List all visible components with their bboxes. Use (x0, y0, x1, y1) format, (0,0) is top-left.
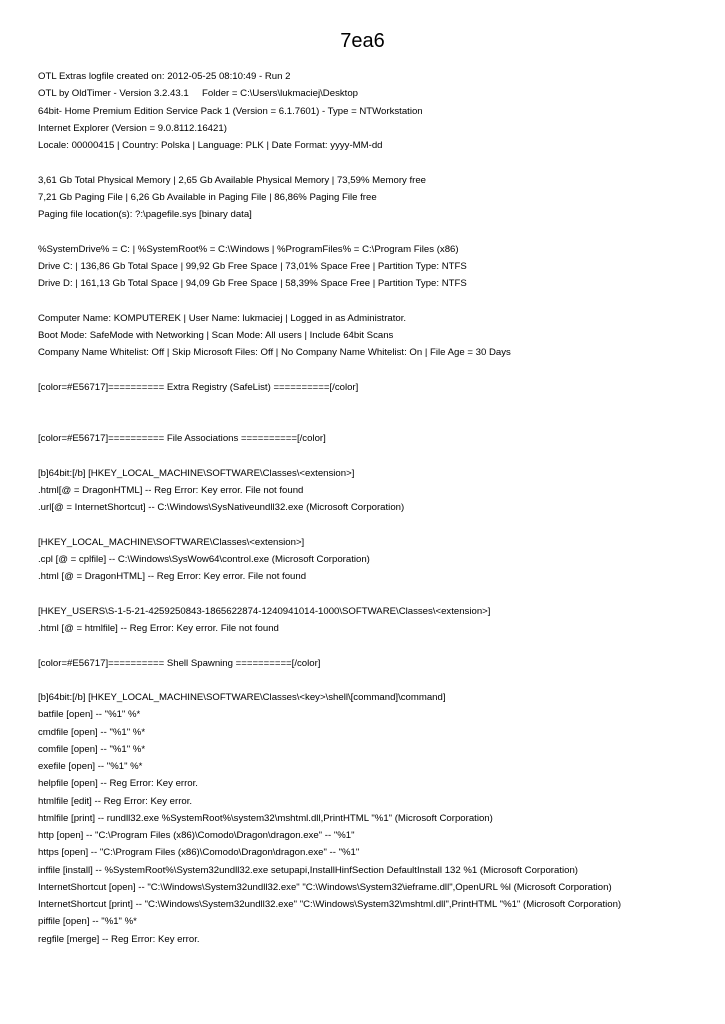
log-line: batfile [open] -- "%1" %* (38, 709, 141, 721)
blank-line (38, 517, 718, 534)
log-line: https [open] -- "C:\Program Files (x86)\Comodo\Dragon\dragon.exe" -- "%1" (38, 847, 360, 859)
log-line: InternetShortcut [open] -- "C:\Windows\System32undll32.exe" "C:\Windows\System32\ieframe.dll",OpenURL %l (Microsoft Corporation) (38, 881, 612, 893)
log-line: Drive D: | 161,13 Gb Total Space | 94,09 Gb Free Space | 58,39% Space Free | Partition Type: NTFS (38, 278, 467, 289)
log-line: InternetShortcut [print] -- "C:\Windows\System32undll32.exe" "C:\Windows\System32\mshtml.dll",PrintHTML "%1" (Microsoft Corporation) (38, 899, 622, 910)
blank-line (38, 448, 718, 465)
blank-line (38, 637, 718, 654)
log-line: .html [@ = DragonHTML] -- Reg Error: Key error. File not found (38, 571, 307, 583)
log-line: piffile [open] -- "%1" %* (38, 916, 137, 928)
log-line: .cpl [@ = cplfile] -- C:\Windows\SysWow64\control.exe (Microsoft Corporation) (38, 554, 370, 565)
blank-line (38, 586, 718, 603)
log-line: inffile [install] -- %SystemRoot%\System32undll32.exe setupapi,InstallHinfSection DefaultInstall 132 %1 (Microsoft Corporation) (38, 864, 578, 876)
log-line: OTL Extras logfile created on: 2012-05-25 08:10:49 - Run 2 (38, 71, 291, 82)
log-line: regfile [merge] -- Reg Error: Key error. (38, 933, 200, 945)
log-line: [b]64bit:[/b] [HKEY_LOCAL_MACHINE\SOFTWARE\Classes\<extension>] (38, 467, 355, 479)
log-line: [b]64bit:[/b] [HKEY_LOCAL_MACHINE\SOFTWARE\Classes\<key>\shell\[command]\command] (38, 692, 446, 703)
log-line: htmlfile [print] -- rundll32.exe %SystemRoot%\system32\mshtml.dll,PrintHTML "%1" (Microsoft Corporation) (38, 812, 493, 824)
log-line: cmdfile [open] -- "%1" %* (38, 726, 146, 738)
log-line: [color=#E56717]========== File Associations ==========[/color] (38, 433, 326, 445)
page-title: 7ea6 (340, 30, 385, 52)
log-line: [color=#E56717]========== Shell Spawning ==========[/color] (38, 657, 321, 669)
blank-line (38, 413, 718, 430)
log-line: helpfile [open] -- Reg Error: Key error. (38, 778, 198, 790)
log-line: .html [@ = htmlfile] -- Reg Error: Key error. File not found (38, 623, 279, 634)
log-line: Paging file location(s): ?:\pagefile.sys [binary data] (38, 209, 252, 220)
log-line: OTL by OldTimer - Version 3.2.43.1 Folder = C:\Users\lukmaciej\Desktop (38, 88, 358, 100)
log-line: exefile [open] -- "%1" %* (38, 761, 143, 772)
log-line: Locale: 00000415 | Country: Polska | Language: PLK | Date Format: yyyy-MM-dd (38, 140, 383, 151)
log-line: Company Name Whitelist: Off | Skip Microsoft Files: Off | No Company Name Whitelist: On | File Age = 30 Days (38, 347, 511, 358)
log-line: [HKEY_USERS\S-1-5-21-4259250843-1865622874-1240941014-1000\SOFTWARE\Classes\<extension>] (38, 605, 491, 617)
blank-line (38, 361, 718, 378)
blank-line (38, 292, 718, 309)
log-line: .html[@ = DragonHTML] -- Reg Error: Key error. File not found (38, 485, 304, 496)
log-line: Drive C: | 136,86 Gb Total Space | 99,92 Gb Free Space | 73,01% Space Free | Partition Type: NTFS (38, 260, 467, 272)
log-line: Computer Name: KOMPUTEREK | User Name: lukmaciej | Logged in as Administrator. (38, 312, 407, 324)
log-line: %SystemDrive% = C: | %SystemRoot% = C:\Windows | %ProgramFiles% = C:\Program Files (x86) (38, 243, 459, 255)
blank-line (38, 672, 718, 689)
blank-line (38, 223, 718, 240)
log-line: comfile [open] -- "%1" %* (38, 743, 146, 755)
blank-line (38, 396, 718, 413)
blank-line (38, 154, 718, 171)
log-line: 64bit- Home Premium Edition Service Pack 1 (Version = 6.1.7601) - Type = NTWorkstation (38, 105, 423, 117)
log-line: 7,21 Gb Paging File | 6,26 Gb Available in Paging File | 86,86% Paging File free (38, 191, 377, 203)
log-line: Boot Mode: SafeMode with Networking | Scan Mode: All users | Include 64bit Scans (38, 329, 394, 341)
log-line: Internet Explorer (Version = 9.0.8112.16421) (38, 122, 227, 134)
log-line: http [open] -- "C:\Program Files (x86)\Comodo\Dragon\dragon.exe" -- "%1" (38, 830, 355, 841)
log-line: htmlfile [edit] -- Reg Error: Key error. (38, 795, 193, 807)
log-line: [HKEY_LOCAL_MACHINE\SOFTWARE\Classes\<extension>] (38, 536, 305, 548)
log-body (38, 68, 718, 948)
log-line: .url[@ = InternetShortcut] -- C:\Windows\SysNativeundll32.exe (Microsoft Corporation) (38, 502, 405, 514)
log-line: 3,61 Gb Total Physical Memory | 2,65 Gb Available Physical Memory | 73,59% Memory free (38, 174, 427, 186)
log-line: [color=#E56717]========== Extra Registry (SafeList) ==========[/color] (38, 381, 359, 393)
